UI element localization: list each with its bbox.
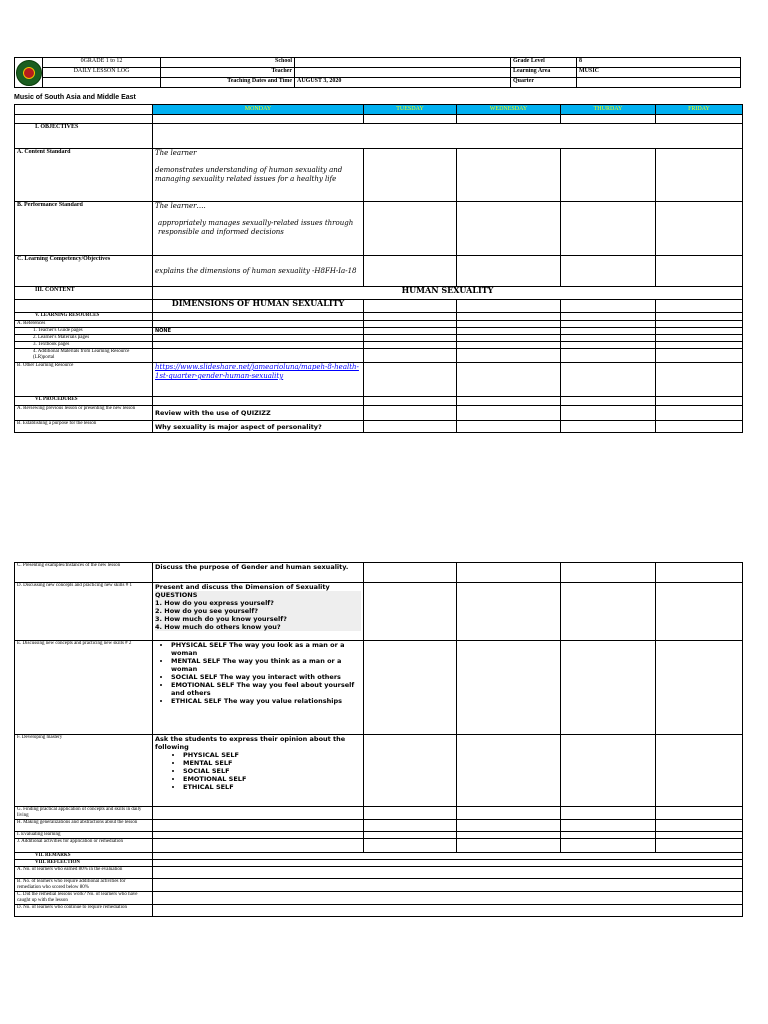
quarter-value[interactable] bbox=[577, 78, 741, 88]
reflection-c-label: C. Did the remedial lessons work? No. of learners who have caught up with the lesson bbox=[15, 892, 153, 905]
resources-heading: V. LEARNING RESOURCES bbox=[15, 313, 153, 321]
day-tuesday: TUESDAY bbox=[364, 105, 457, 115]
list-item: • PHYSICAL SELF The way you look as a man or a woman bbox=[171, 641, 361, 657]
proc-b-label: B. Establishing a purpose for the lesson bbox=[15, 421, 153, 433]
day-wednesday: WEDNESDAY bbox=[457, 105, 561, 115]
reflection-b-label: B. No. of learners who require additional activities for remediation who scored below 80% bbox=[15, 879, 153, 892]
proc-a-label: A. Reviewing previous lesson or presenting the new lesson bbox=[15, 406, 153, 421]
dates-label: Teaching Dates and Time bbox=[161, 78, 295, 88]
doc-type: DAILY LESSON LOG bbox=[43, 68, 161, 78]
content-topic: HUMAN SEXUALITY bbox=[153, 287, 743, 300]
proc-f-label: F. Developing mastery bbox=[15, 735, 153, 807]
tg-value: NONE bbox=[153, 328, 364, 335]
competency-value: explains the dimensions of human sexuality -H8FH-Ia-18 bbox=[153, 256, 364, 287]
deped-seal bbox=[15, 58, 43, 88]
proc-g-label: G. Finding practical application of concepts and skills in daily living bbox=[15, 807, 153, 820]
tg-label: 1. Teacher's Guide pages bbox=[15, 328, 153, 335]
proc-b-value: Why sexuality is major aspect of personality? bbox=[153, 421, 364, 433]
quarter-label: Quarter bbox=[511, 78, 577, 88]
proc-i-label: I. Evaluating learning bbox=[15, 832, 153, 839]
procedures-heading: VI. PROCEDURES bbox=[15, 397, 153, 406]
day-monday: MONDAY bbox=[153, 105, 364, 115]
list-item: • MENTAL SELF bbox=[183, 759, 361, 767]
proc-e-label: E. Discussing new concepts and practicing new skills # 2 bbox=[15, 641, 153, 735]
other-resource-label: B. Other Learning Resource bbox=[15, 363, 153, 397]
slideshare-link[interactable]: https://www.slideshare.net/jamearioluna/mapeh-8-health-1st-quarter-gender-human-sexuality bbox=[155, 363, 359, 380]
lesson-table-top bbox=[14, 104, 743, 433]
grade-level-label: Grade Level bbox=[511, 58, 577, 68]
list-item: • EMOTIONAL SELF The way you feel about yourself and others bbox=[171, 681, 361, 697]
performance-standard-label: B. Performance Standard bbox=[15, 202, 153, 256]
list-item: • ETHICAL SELF The way you value relationships bbox=[171, 697, 361, 705]
performance-standard-value: The learner…. appropriately manages sexually-related issues through responsible and informed decisions bbox=[153, 202, 364, 256]
day-head-blank bbox=[15, 105, 153, 115]
references-label: A. References bbox=[15, 321, 153, 328]
list-item: • SOCIAL SELF bbox=[183, 767, 361, 775]
list-item: • EMOTIONAL SELF bbox=[183, 775, 361, 783]
content-standard-value: The learner demonstrates understanding of human sexuality and managing sexuality related issues for a healthy life bbox=[153, 149, 364, 202]
proc-j-label: J. Additional activities for application or remediation bbox=[15, 839, 153, 853]
content-heading: III. CONTENT bbox=[15, 287, 153, 300]
day-thursday: THURDAY bbox=[561, 105, 656, 115]
lesson-table-bottom bbox=[14, 562, 743, 917]
proc-c-value: Discuss the purpose of Gender and human sexuality. bbox=[153, 563, 364, 583]
remarks-heading: VII. REMARKS bbox=[15, 853, 153, 860]
objectives-heading: I. OBJECTIVES bbox=[15, 124, 153, 149]
learning-area-label: Learning Area bbox=[511, 68, 577, 78]
grade-level-value[interactable]: 8 bbox=[577, 58, 741, 68]
list-item: • SOCIAL SELF The way you interact with others bbox=[171, 673, 361, 681]
reflection-a-label: A. No. of learners who earned 80% in the evaluation bbox=[15, 867, 153, 879]
school-label: School bbox=[161, 58, 295, 68]
list-item: • PHYSICAL SELF bbox=[183, 751, 361, 759]
proc-a-value: Review with the use of QUIZIZZ bbox=[153, 406, 364, 421]
competency-label: C. Learning Competency/Objectives bbox=[15, 256, 153, 287]
proc-c-label: C. Presenting examples/Instances of the new lesson bbox=[15, 563, 153, 583]
dates-value[interactable]: AUGUST 3, 2020 bbox=[295, 78, 511, 88]
reflection-d-label: D. No. of learners who continue to require remediation bbox=[15, 905, 153, 917]
lr-label: 4. Additional Materials from Learning Resource (LR)portal bbox=[15, 349, 153, 363]
teacher-label: Teacher bbox=[161, 68, 295, 78]
tb-label: 3. Textbook pages bbox=[15, 342, 153, 349]
list-item: • MENTAL SELF The way you think as a man or a woman bbox=[171, 657, 361, 673]
header-blank bbox=[43, 78, 161, 88]
header-table bbox=[14, 57, 741, 88]
school-value[interactable] bbox=[295, 58, 511, 68]
proc-e-value bbox=[153, 641, 364, 735]
seal-icon bbox=[16, 60, 42, 86]
proc-d-value: Present and discuss the Dimension of Sexuality QUESTIONS 1. How do you express yourself? 2. How do you see yourself? 3. How much do you know yourself? 4. How much do others know you? bbox=[153, 583, 364, 641]
content-subtopic: DIMENSIONS OF HUMAN SEXUALITY bbox=[153, 300, 364, 313]
lm-label: 2. Learner's Materials pages bbox=[15, 335, 153, 342]
list-item: • ETHICAL SELF bbox=[183, 783, 361, 791]
subtitle: Music of South Asia and Middle East bbox=[14, 94, 136, 101]
content-standard-label: A. Content Standard bbox=[15, 149, 153, 202]
proc-f-value: Ask the students to express their opinion about the following • PHYSICAL SELF • MENTAL SELF • SOCIAL SELF • EMOTIONAL SELF • ETHICAL SELF bbox=[153, 735, 364, 807]
proc-d-label: D. Discussing new concepts and practicing new skills # 1 bbox=[15, 583, 153, 641]
teacher-value[interactable] bbox=[295, 68, 511, 78]
reflection-heading: VIII. REFLECTION bbox=[15, 860, 153, 867]
learning-area-value[interactable]: MUSIC bbox=[577, 68, 741, 78]
grade-line: 0GRADE 1 to 12 bbox=[43, 58, 161, 68]
day-friday: FRIDAY bbox=[656, 105, 743, 115]
proc-h-label: H. Making generalizations and abstractions about the lesson bbox=[15, 820, 153, 832]
other-resource-link[interactable] bbox=[153, 363, 364, 397]
